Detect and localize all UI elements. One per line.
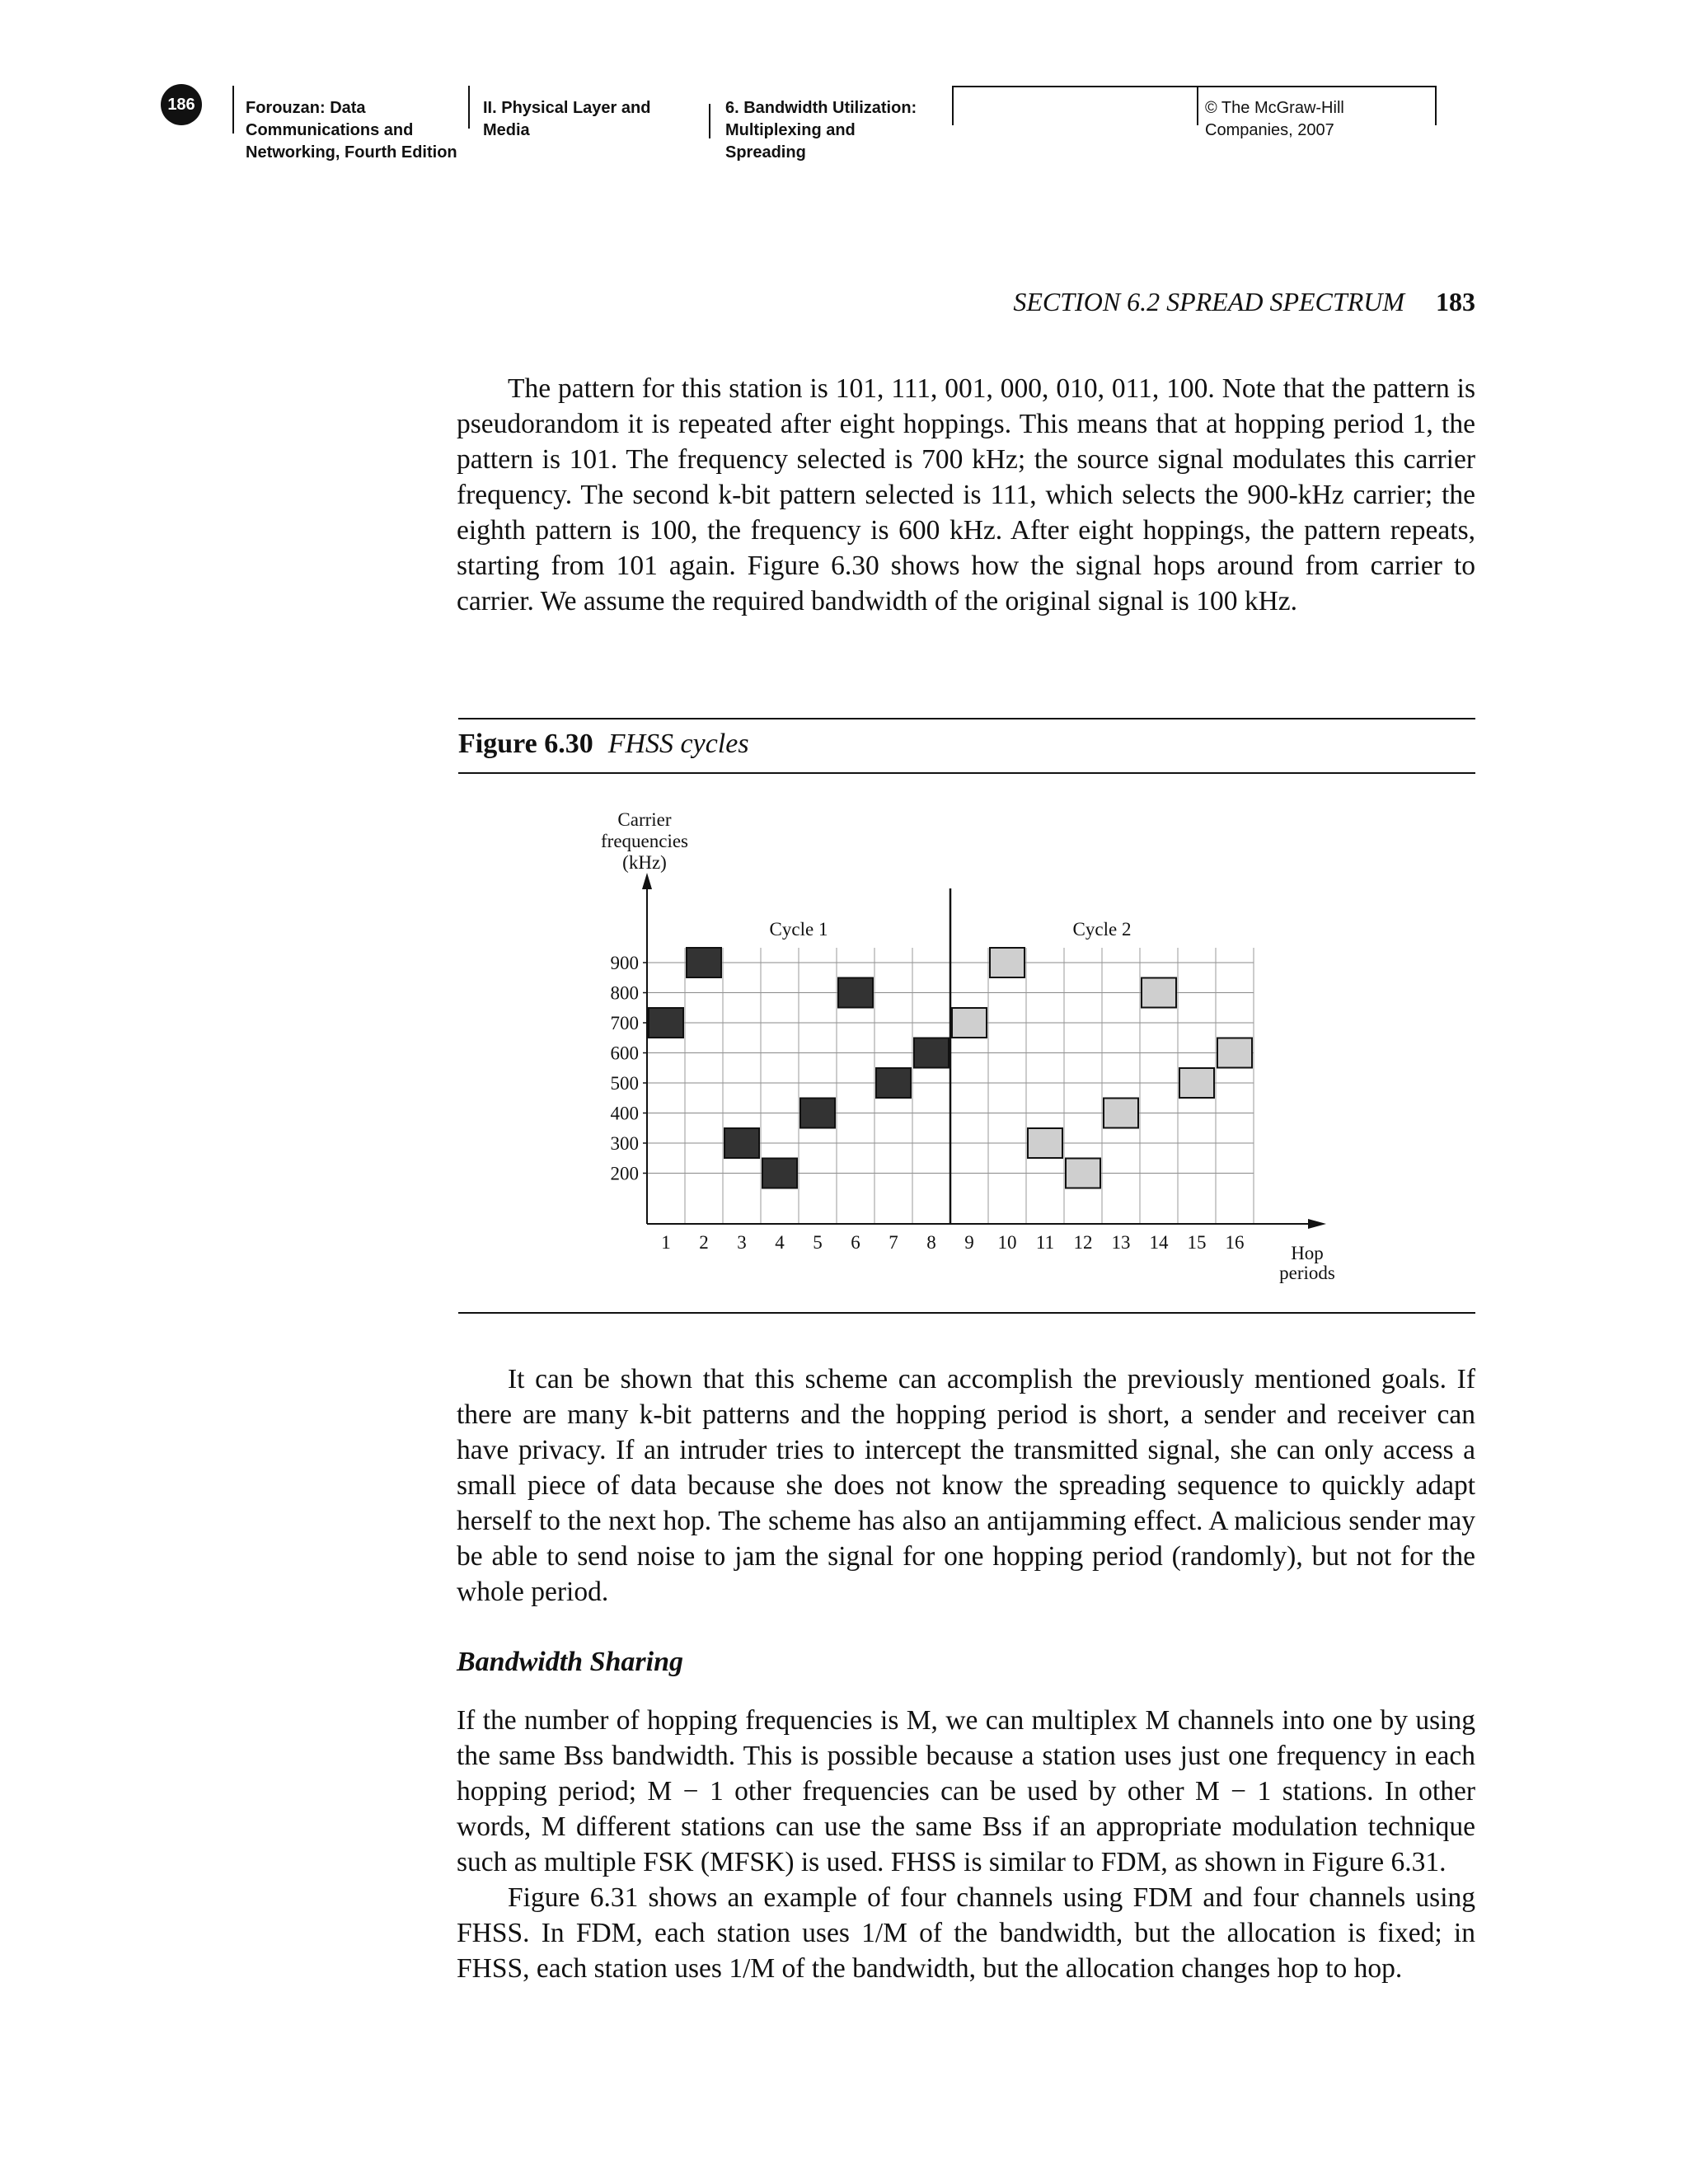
- x-tick-label: 3: [737, 1232, 747, 1253]
- y-axis-arrow: [642, 873, 652, 889]
- carrier-block-cycle-1: [800, 1099, 835, 1128]
- header-book-title: Forouzan: Data Communications and Networking, Fourth Edition: [246, 99, 457, 162]
- header-chapter-title: 6. Bandwidth Utilization: Multiplexing and Spreading: [725, 99, 917, 162]
- header-top-rule: [952, 86, 1437, 87]
- carrier-block-cycle-1: [914, 1038, 949, 1068]
- header-divider: [232, 86, 234, 134]
- header-divider: [709, 104, 710, 138]
- page-number-badge: 186: [161, 84, 202, 125]
- figure-bottom-rule: [458, 1312, 1475, 1314]
- carrier-block-cycle-2: [1179, 1068, 1214, 1098]
- y-tick-label: 900: [610, 953, 639, 973]
- figure-top-rule: [458, 718, 1475, 719]
- x-tick-label: 9: [964, 1232, 974, 1253]
- carrier-block-cycle-2: [1104, 1099, 1138, 1128]
- y-tick-label: 300: [610, 1133, 639, 1154]
- y-tick-label: 800: [610, 982, 639, 1004]
- fhss-chart: [577, 804, 1360, 1290]
- running-head-page-number: 183: [1436, 287, 1475, 316]
- figure-label: Figure 6.30: [458, 729, 593, 759]
- body-paragraph: It can be shown that this scheme can accomplish the previously mentioned goals. If there are many k-bit patterns and the hopping period is short, a sender and receiver can have privacy. If an intruder tries to intercept the transmitted signal, she can only access a small piece of data because she does not know the spreading sequence to quickly adapt herself to the next hop. The scheme has also an antijamming effect. A malicious sender may be able to send noise to jam the signal for one hopping period (randomly), but not for the whole period.: [457, 1364, 1475, 1607]
- x-tick-label: 12: [1073, 1232, 1093, 1253]
- carrier-block-cycle-1: [687, 948, 721, 977]
- x-tick-label: 6: [851, 1232, 860, 1253]
- header-part-title: II. Physical Layer and Media: [483, 99, 651, 139]
- y-tick-label: 200: [610, 1163, 639, 1184]
- y-axis-label: frequencies: [601, 831, 688, 851]
- header-copyright: © The McGraw-Hill Companies, 2007: [1205, 99, 1344, 139]
- carrier-block-cycle-2: [1028, 1128, 1062, 1158]
- x-tick-label: 14: [1149, 1232, 1169, 1253]
- body-paragraph: The pattern for this station is 101, 111, 001, 000, 010, 011, 100. Note that the pattern is pseudorandom it is repeated after eight hoppings. This means that at hopping period 1, the pattern is 101. The frequency selected is 700 kHz; the source signal modulates this carrier frequency. The second k-bit pattern selected is 111, which selects the 900-kHz carrier; the eighth pattern is 100, the frequency is 600 kHz. After eight hoppings, the pattern repeats, starting from 101 again. Figure 6.30 shows how the signal hops around from carrier to carrier. We assume the required bandwidth of the original signal is 100 kHz.: [457, 373, 1475, 616]
- header-divider: [1435, 86, 1437, 125]
- x-tick-label: 16: [1225, 1232, 1245, 1253]
- carrier-block-cycle-2: [1217, 1038, 1252, 1068]
- y-axis-label: (kHz): [622, 852, 667, 873]
- y-tick-label: 600: [610, 1043, 639, 1064]
- x-tick-label: 2: [699, 1232, 709, 1253]
- y-tick-label: 400: [610, 1103, 639, 1124]
- carrier-block-cycle-1: [649, 1008, 683, 1038]
- x-axis-arrow: [1308, 1219, 1326, 1229]
- carrier-block-cycle-2: [1142, 978, 1176, 1008]
- y-tick-label: 500: [610, 1073, 639, 1094]
- carrier-block-cycle-2: [1066, 1159, 1100, 1188]
- section-subheading: Bandwidth Sharing: [457, 1647, 683, 1677]
- x-tick-label: 11: [1035, 1232, 1055, 1253]
- x-axis-label: Hop: [1291, 1243, 1324, 1263]
- x-tick-label: 13: [1111, 1232, 1131, 1253]
- header-divider: [1197, 86, 1198, 125]
- cycle-2-label: Cycle 2: [1072, 919, 1132, 940]
- carrier-block-cycle-1: [838, 978, 873, 1008]
- figure-caption: [458, 729, 749, 760]
- x-axis-label: periods: [1279, 1263, 1335, 1283]
- x-tick-label: 15: [1187, 1232, 1207, 1253]
- cycle-1-label: Cycle 1: [769, 919, 828, 940]
- header-divider: [952, 86, 954, 125]
- x-tick-label: 8: [926, 1232, 936, 1253]
- y-axis-label: Carrier: [617, 809, 672, 830]
- header-divider: [468, 86, 470, 129]
- carrier-block-cycle-1: [876, 1068, 911, 1098]
- x-tick-label: 10: [997, 1232, 1017, 1253]
- x-tick-label: 1: [661, 1232, 671, 1253]
- body-paragraph: Figure 6.31 shows an example of four channels using FDM and four channels using FHSS. In FDM, each station uses 1/M of the bandwidth, but the allocation is fixed; in FHSS, each station uses 1/M of the bandwidth, but the allocation changes hop to hop.: [457, 1882, 1475, 1984]
- figure-title: FHSS cycles: [607, 729, 749, 759]
- x-tick-label: 5: [813, 1232, 823, 1253]
- x-tick-label: 7: [889, 1232, 898, 1253]
- running-head-section: SECTION 6.2 SPREAD SPECTRUM: [1013, 287, 1404, 316]
- x-tick-label: 4: [775, 1232, 785, 1253]
- carrier-block-cycle-2: [990, 948, 1025, 977]
- carrier-block-cycle-2: [952, 1008, 987, 1038]
- carrier-block-cycle-1: [762, 1159, 797, 1188]
- body-paragraph: If the number of hopping frequencies is M, we can multiplex M channels into one by using the same Bss bandwidth. This is possible because a station uses just one frequency in each hopping period; M − 1 other frequencies can be used by other M − 1 stations. In other words, M different stations can use the same Bss if an appropriate modulation technique such as multiple FSK (MFSK) is used. FHSS is similar to FDM, as shown in Figure 6.31.: [457, 1705, 1475, 1877]
- figure-caption-rule: [458, 772, 1475, 774]
- running-head: [841, 287, 1475, 317]
- carrier-block-cycle-1: [724, 1128, 759, 1158]
- y-tick-label: 700: [610, 1013, 639, 1033]
